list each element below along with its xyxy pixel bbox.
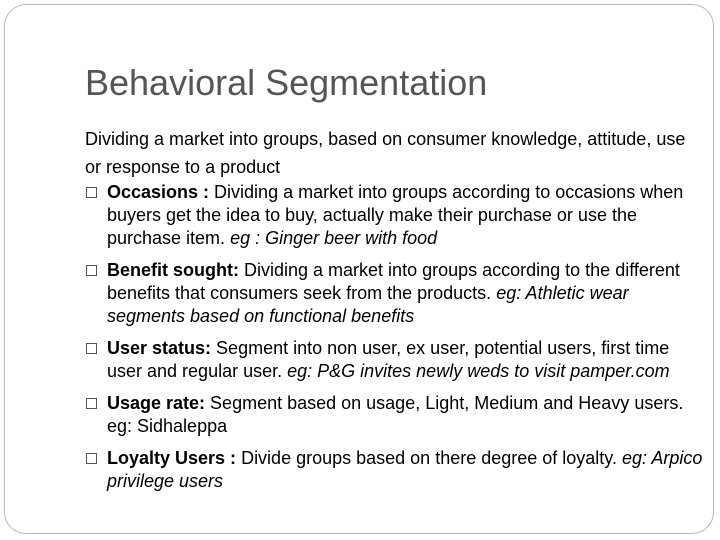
slide <box>4 4 714 534</box>
bullet-example: eg: Arpico privilege users <box>107 448 703 491</box>
square-bullet-icon <box>86 265 97 276</box>
intro-text: Dividing a market into groups, based on consumer knowledge, attitude, use or response to a product <box>85 129 686 177</box>
bullet-term: Loyalty Users : <box>107 448 237 468</box>
bullet-example: eg : Ginger beer with food <box>230 228 438 248</box>
bullet-user-status <box>85 337 705 383</box>
bullet-term: Usage rate: <box>107 393 206 413</box>
bullet-text: Segment based on usage, Light, Medium and Heavy users. eg: Sidhaleppa <box>107 393 684 436</box>
slide-title: Behavioral Segmentation <box>85 62 488 103</box>
square-bullet-icon <box>86 187 97 198</box>
bullet-text: Dividing a market into groups according to the different benefits that consumers seek from the products. <box>107 260 680 303</box>
bullet-term: Occasions : <box>107 182 210 202</box>
bullet-loyalty-users <box>85 447 705 493</box>
bullet-example: eg: Athletic wear segments based on functional benefits <box>107 283 629 326</box>
square-bullet-icon <box>86 398 97 409</box>
bullet-text: Divide groups based on there degree of loyalty. <box>236 448 622 468</box>
bullet-term: User status: <box>107 338 212 358</box>
bullet-occasions <box>85 181 705 250</box>
bullet-benefit-sought <box>85 259 705 328</box>
square-bullet-icon <box>86 453 97 464</box>
slide-content <box>85 125 705 493</box>
bullet-list <box>85 181 705 493</box>
bullet-text: Segment into non user, ex user, potential users, first time user and regular user. <box>107 338 670 381</box>
bullet-example: eg: P&G invites newly weds to visit pamper.com <box>287 361 670 381</box>
bullet-term: Benefit sought: <box>107 260 239 280</box>
bullet-text: Dividing a market into groups according to occasions when buyers get the idea to buy, actually make their purchase or use the purchase item. <box>107 182 684 248</box>
bullet-usage-rate <box>85 392 705 438</box>
square-bullet-icon <box>86 343 97 354</box>
